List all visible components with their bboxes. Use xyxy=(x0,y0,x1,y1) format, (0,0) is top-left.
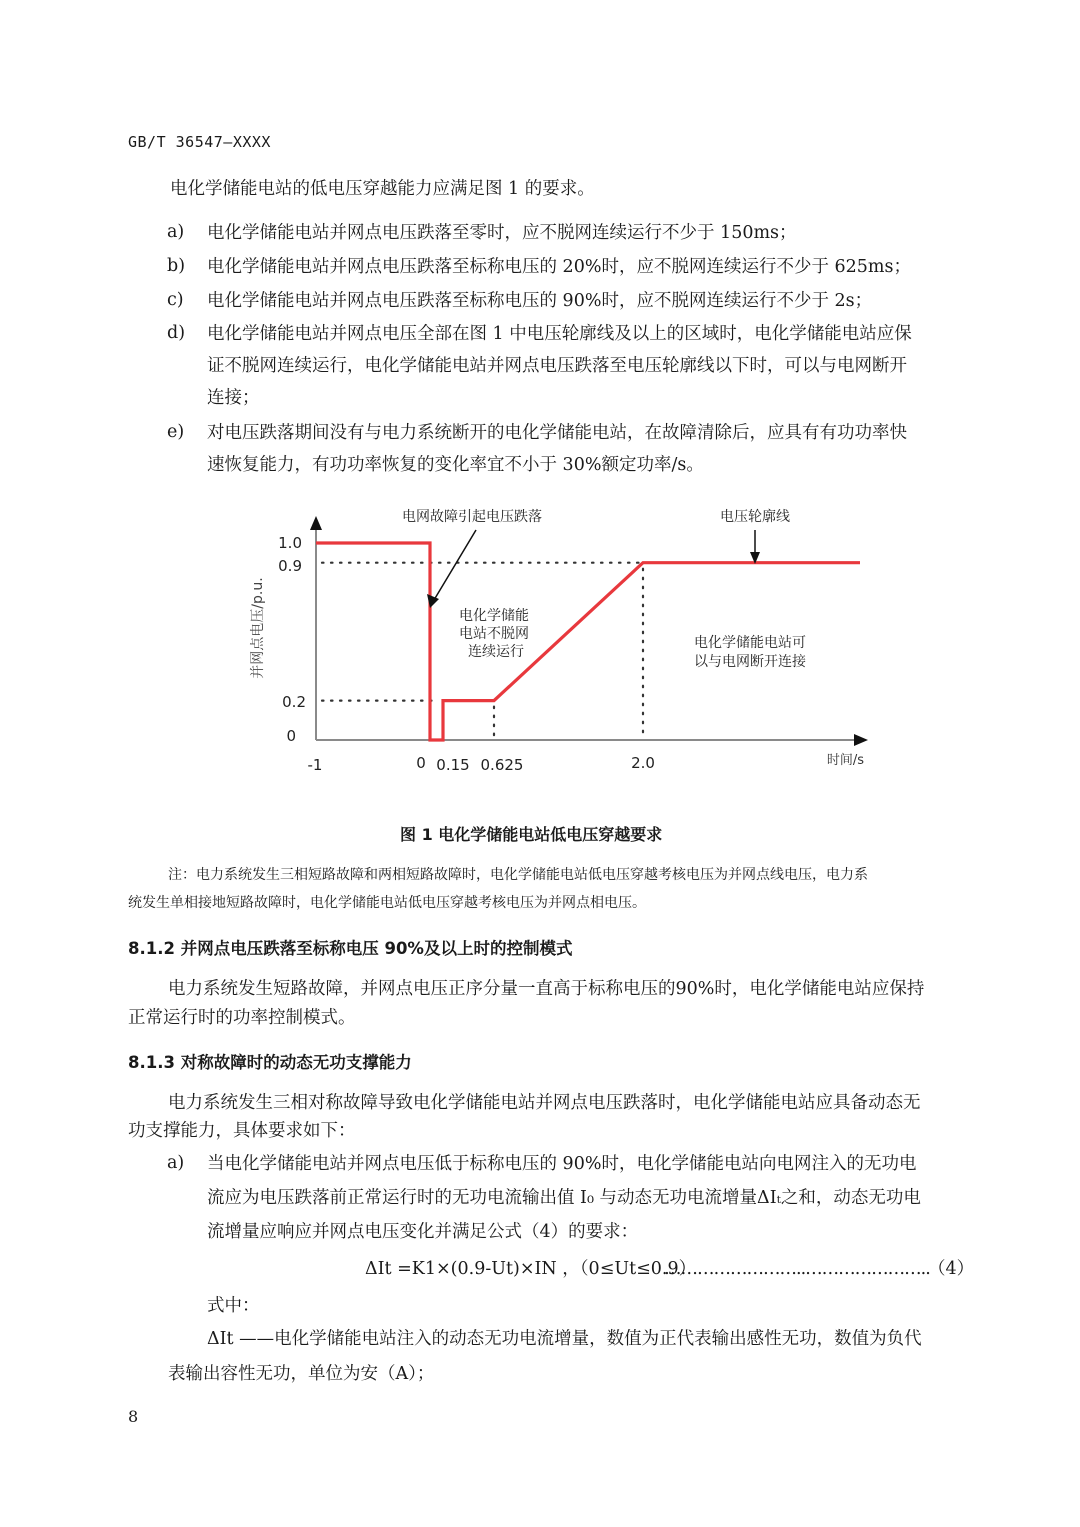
intro-text: 电化学储能电站的低电压穿越能力应满足图 1 的要求。 xyxy=(170,179,595,199)
disconnect-line: 电化学储能电站可 xyxy=(694,635,806,651)
fault-annotation: 电网故障引起电压跌落 xyxy=(402,509,542,525)
note-line-2: 统发生单相接地短路故障时，电化学储能电站低电压穿越考核电压为并网点相电压。 xyxy=(128,895,646,911)
y-tick-label: 0.2 xyxy=(282,693,306,711)
y-tick-label: 0.9 xyxy=(278,557,302,575)
item-d-line-1: 电化学储能电站并网点电压全部在图 1 中电压轮廓线及以上的区域时，电化学储能电站应保 xyxy=(207,324,912,344)
item-b-text: 电化学储能电站并网点电压跌落至标称电压的 20%时，应不脱网连续运行不少于 625ms； xyxy=(207,257,911,277)
item-d-label: d) xyxy=(167,323,186,343)
sec813-item-a-line-3: 流增量应响应并网点电压变化并满足公式（4）的要求： xyxy=(207,1222,639,1242)
item-b-label: b) xyxy=(167,256,186,276)
section-8-1-2-para-2: 正常运行时的功率控制模式。 xyxy=(128,1008,356,1028)
item-c-text: 电化学储能电站并网点电压跌落至标称电压的 90%时，应不脱网连续运行不少于 2s； xyxy=(207,291,873,311)
item-d-line-2: 证不脱网连续运行，电化学储能电站并网点电压跌落至电压轮廓线以下时，可以与电网断开 xyxy=(207,356,907,376)
x-axis-label: 时间/s xyxy=(826,753,864,768)
section-8-1-3-para-2: 功支撑能力，具体要求如下： xyxy=(128,1121,356,1141)
sec813-item-a-label: a) xyxy=(167,1153,185,1173)
y-tick-label: 1.0 xyxy=(278,534,302,552)
where-label: 式中： xyxy=(207,1296,260,1316)
lvrt-chart xyxy=(240,500,880,790)
note-line-1: 注：电力系统发生三相短路故障和两相短路故障时，电化学储能电站低电压穿越考核电压为并网点线电压，电力系 xyxy=(168,867,868,883)
item-c-label: c) xyxy=(167,290,184,310)
sec813-item-a-line-1: 当电化学储能电站并网点电压低于标称电压的 90%时，电化学储能电站向电网注入的无功电 xyxy=(207,1154,917,1174)
y-axis-arrow-icon xyxy=(310,516,322,530)
section-8-1-3-para-1: 电力系统发生三相对称故障导致电化学储能电站并网点电压跌落时，电化学储能电站应具备动态无 xyxy=(168,1093,921,1113)
item-e-line-1: 对电压跌落期间没有与电力系统断开的电化学储能电站，在故障清除后，应具有有功功率快 xyxy=(207,423,907,443)
document-id: GB/T 36547—XXXX xyxy=(128,133,271,151)
ride-through-line: 连续运行 xyxy=(468,644,524,660)
figure-caption: 图 1 电化学储能电站低电压穿越要求 xyxy=(400,825,663,844)
item-d-line-3: 连接； xyxy=(207,388,260,408)
ride-through-line: 电站不脱网 xyxy=(459,626,529,642)
sec813-item-a-line-2: 流应为电压跌落前正常运行时的无功电流输出值 I₀ 与动态无功电流增量ΔIₜ之和，动态无功电 xyxy=(207,1188,921,1208)
definition-line-2: 表输出容性无功，单位为安（A）； xyxy=(168,1364,435,1384)
section-8-1-3-title: 8.1.3 对称故障时的动态无功支撑能力 xyxy=(128,1053,412,1072)
y-tick-label: 0 xyxy=(286,727,296,745)
x-tick-label: 2.0 xyxy=(631,754,655,772)
section-8-1-2-para-1: 电力系统发生短路故障，并网点电压正序分量一直高于标称电压的90%时，电化学储能电站应保持 xyxy=(168,979,925,999)
item-a-text: 电化学储能电站并网点电压跌落至零时，应不脱网连续运行不少于 150ms； xyxy=(207,223,797,243)
item-a-label: a) xyxy=(167,222,185,242)
disconnect-line: 以与电网断开连接 xyxy=(694,654,806,670)
ride-through-line: 电化学储能 xyxy=(459,608,529,624)
formula-leader-dots: ……………………..………………….. xyxy=(664,1259,930,1279)
item-e-label: e) xyxy=(167,422,185,442)
section-8-1-2-title: 8.1.2 并网点电压跌落至标称电压 90%及以上时的控制模式 xyxy=(128,939,573,958)
y-axis-label: 并网点电压/p.u. xyxy=(250,577,266,679)
fault-arrow xyxy=(434,530,476,600)
page-number: 8 xyxy=(128,1407,139,1426)
x-tick-label: 0 xyxy=(416,754,426,772)
x-tick-label: -1 xyxy=(307,756,323,774)
x-tick-label: 0.625 xyxy=(480,756,524,774)
contour-annotation: 电压轮廓线 xyxy=(720,509,790,525)
formula-number: （4） xyxy=(928,1259,975,1279)
definition-line-1: ΔIt ——电化学储能电站注入的动态无功电流增量，数值为正代表输出感性无功，数值为负代 xyxy=(207,1329,922,1349)
item-e-line-2: 速恢复能力，有功功率恢复的变化率宜不小于 30%额定功率/s。 xyxy=(207,455,704,475)
x-tick-label: 0.15 xyxy=(436,756,470,774)
x-axis-arrow-icon xyxy=(854,734,868,746)
formula-4: ΔIt =K1×(0.9-Ut)×IN ，（0≤Ut≤0.9） xyxy=(365,1259,697,1279)
